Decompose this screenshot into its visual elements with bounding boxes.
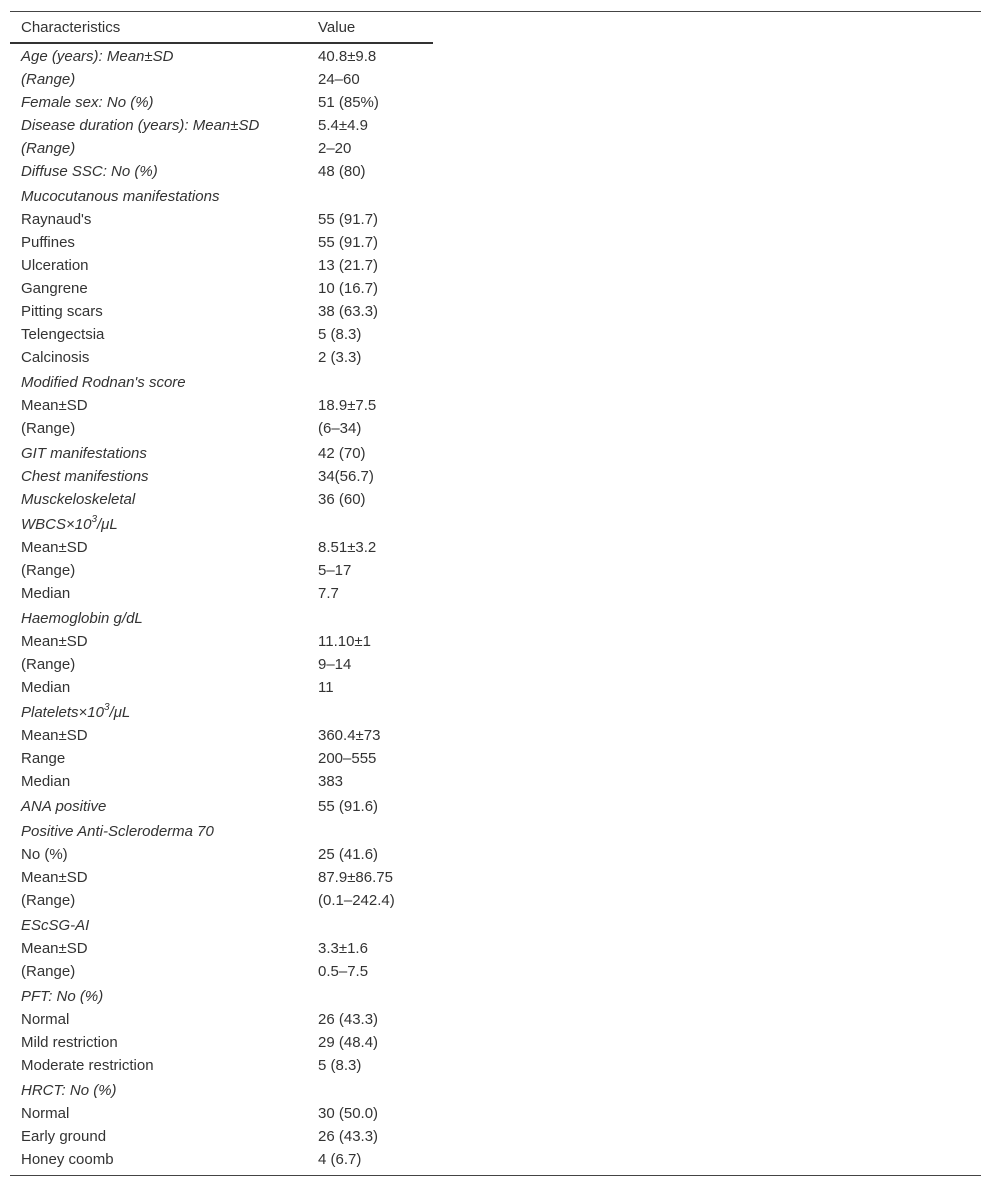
table-row: [10, 1102, 970, 1125]
table-row: [10, 1079, 970, 1102]
row-label-text: Haemoglobin g/dL: [21, 610, 143, 627]
row-label-text: Moderate restriction: [21, 1057, 154, 1074]
table-row: [10, 914, 970, 937]
row-label-text: Range: [21, 750, 66, 767]
row-value: 9–14: [318, 656, 352, 673]
table-row: [10, 747, 970, 770]
row-label-superscript: 3: [91, 514, 98, 525]
row-label-text: Raynaud's: [21, 211, 92, 228]
table-row: [10, 843, 970, 866]
table-row: [10, 701, 970, 724]
row-value: 29 (48.4): [318, 1034, 379, 1051]
table-row: [10, 513, 970, 536]
row-label: [21, 211, 91, 229]
row-value: 11.10±1: [318, 633, 371, 650]
table-row: [10, 724, 970, 747]
row-label: [21, 823, 214, 841]
table-row: [10, 630, 970, 653]
table-row: [10, 300, 970, 323]
table-row: [10, 91, 970, 114]
row-value: 5–17: [318, 562, 352, 579]
row-label-text: Mean±SD: [21, 633, 88, 650]
row-label: [21, 798, 106, 816]
row-label: [21, 585, 70, 603]
row-label: [21, 656, 75, 674]
table-row: [10, 985, 970, 1008]
row-label: [21, 1082, 117, 1100]
table-row: [10, 465, 970, 488]
row-label: [21, 140, 75, 158]
row-label: [21, 445, 147, 463]
row-label-text: Platelets×10: [21, 704, 104, 721]
row-label-text: Honey coomb: [21, 1151, 114, 1168]
table-row: [10, 114, 970, 137]
row-label-text: Modified Rodnan's score: [21, 374, 186, 391]
row-label: [21, 940, 88, 958]
row-label-text: HRCT: No (%): [21, 1082, 117, 1099]
row-label: [21, 892, 75, 910]
row-value: 36 (60): [318, 491, 366, 508]
row-label-text: (Range): [21, 420, 76, 437]
row-value: 5.4±4.9: [318, 117, 368, 134]
row-label-text: Mean±SD: [21, 539, 88, 556]
row-label: [21, 869, 88, 887]
row-value: 40.8±9.8: [318, 48, 377, 65]
row-label-text: (Range): [21, 892, 76, 909]
row-label: [21, 117, 259, 135]
row-value: 8.51±3.2: [318, 539, 377, 556]
row-value: 18.9±7.5: [318, 397, 377, 414]
row-label-text: Median: [21, 585, 71, 602]
row-value: 26 (43.3): [318, 1128, 379, 1145]
table-row: [10, 137, 970, 160]
row-value: 55 (91.7): [318, 234, 379, 251]
table-row: [10, 582, 970, 605]
row-label-text: Median: [21, 773, 71, 790]
row-value: 42 (70): [318, 445, 366, 462]
row-label-text: Positive Anti-Scleroderma 70: [21, 823, 214, 840]
table-row: [10, 371, 970, 394]
row-label-text: Puffines: [21, 234, 75, 251]
table-row: [10, 185, 970, 208]
row-value: (0.1–242.4): [318, 892, 395, 909]
row-value: 2 (3.3): [318, 349, 362, 366]
row-label: [21, 1011, 69, 1029]
row-label: [21, 846, 68, 864]
row-label: [21, 491, 135, 509]
row-value: 383: [318, 773, 344, 790]
row-label: [21, 610, 143, 628]
table-row: [10, 770, 970, 793]
table-row: [10, 254, 970, 277]
row-label: [21, 420, 75, 438]
row-label-text: Mucocutanous manifestations: [21, 188, 220, 205]
row-label-text: Diffuse SSC: No (%): [21, 163, 158, 180]
row-label-text: (Range): [21, 562, 76, 579]
row-label-text: EScSG-AI: [21, 917, 90, 934]
row-label: [21, 988, 103, 1006]
row-label-text: Ulceration: [21, 257, 89, 274]
table-row: [10, 937, 970, 960]
row-value: 11: [318, 679, 334, 696]
row-label: [21, 468, 149, 486]
table-row: [10, 231, 970, 254]
row-label-text: Chest manifestions: [21, 468, 149, 485]
table-row: [10, 607, 970, 630]
row-label: [21, 71, 75, 89]
row-label-text: Mean±SD: [21, 727, 88, 744]
row-label: [21, 94, 154, 112]
row-label: [21, 188, 219, 206]
row-label-text: Age (years): Mean±SD: [21, 48, 174, 65]
row-label: [21, 163, 158, 181]
row-label: [21, 303, 103, 321]
row-value: 360.4±73: [318, 727, 381, 744]
row-label-superscript: 3: [103, 702, 110, 713]
row-label-text: Mean±SD: [21, 869, 88, 886]
characteristics-table: [10, 11, 981, 1176]
row-label: [21, 704, 130, 722]
table-row: [10, 559, 970, 582]
row-label: [21, 1105, 69, 1123]
row-label-text: Normal: [21, 1011, 70, 1028]
table-row: [10, 45, 970, 68]
row-value: 200–555: [318, 750, 377, 767]
row-label-unit: /μL: [109, 704, 131, 721]
row-label-text: Telengectsia: [21, 326, 105, 343]
row-value: 51 (85%): [318, 94, 379, 111]
table-header-row: [10, 12, 433, 44]
table-row: [10, 866, 970, 889]
row-label: [21, 349, 89, 367]
table-row: [10, 488, 970, 511]
row-label-text: Disease duration (years): Mean±SD: [21, 117, 260, 134]
table-row: [10, 346, 970, 369]
table-row: [10, 394, 970, 417]
row-label: [21, 1034, 118, 1052]
row-label-text: Female sex: No (%): [21, 94, 154, 111]
row-label: [21, 257, 89, 275]
table-row: [10, 820, 970, 843]
row-value: 3.3±1.6: [318, 940, 368, 957]
row-value: 0.5–7.5: [318, 963, 369, 980]
row-label: [21, 963, 75, 981]
row-label-text: Musckeloskeletal: [21, 491, 136, 508]
table-row: [10, 442, 970, 465]
row-value: 48 (80): [318, 163, 366, 180]
row-value: 13 (21.7): [318, 257, 379, 274]
table-row: [10, 68, 970, 91]
table-row: [10, 160, 970, 183]
row-label: [21, 727, 88, 745]
row-label-text: Median: [21, 679, 71, 696]
row-label-unit: /μL: [97, 516, 118, 533]
row-value: 38 (63.3): [318, 303, 379, 320]
row-label-text: (Range): [21, 140, 76, 157]
row-value: 5 (8.3): [318, 1057, 362, 1074]
table-row: [10, 536, 970, 559]
row-value: 7.7: [318, 585, 339, 602]
table-row: [10, 889, 970, 912]
row-label-text: Mild restriction: [21, 1034, 118, 1051]
row-value: 87.9±86.75: [318, 869, 393, 886]
row-label-text: Pitting scars: [21, 303, 103, 320]
table-row: [10, 417, 970, 440]
row-label: [21, 633, 88, 651]
row-value: 55 (91.6): [318, 798, 379, 815]
row-label: [21, 374, 186, 392]
row-label-text: GIT manifestations: [21, 445, 147, 462]
row-value: 25 (41.6): [318, 846, 379, 863]
table-row: [10, 1031, 970, 1054]
row-label-text: ANA positive: [21, 798, 107, 815]
row-label-text: WBCS×10: [21, 516, 92, 533]
row-label: [21, 773, 70, 791]
row-label: [21, 750, 65, 768]
row-label: [21, 397, 88, 415]
row-value: 2–20: [318, 140, 352, 157]
row-label: [21, 1128, 106, 1146]
row-label-text: Normal: [21, 1105, 70, 1122]
table-row: [10, 676, 970, 699]
header-value: Value: [318, 19, 356, 36]
row-label-text: Mean±SD: [21, 940, 88, 957]
row-label-text: (Range): [21, 71, 76, 88]
row-label-text: Early ground: [21, 1128, 107, 1145]
row-label-text: (Range): [21, 656, 76, 673]
row-value: 26 (43.3): [318, 1011, 379, 1028]
row-value: 30 (50.0): [318, 1105, 379, 1122]
row-label: [21, 516, 118, 534]
row-value: 34(56.7): [318, 468, 374, 485]
row-label: [21, 234, 75, 252]
row-label-text: (Range): [21, 963, 76, 980]
row-label: [21, 917, 89, 935]
row-value: 10 (16.7): [318, 280, 379, 297]
table-row: [10, 323, 970, 346]
row-label: [21, 48, 173, 66]
row-label-text: Mean±SD: [21, 397, 88, 414]
table-row: [10, 795, 970, 818]
row-label: [21, 326, 104, 344]
table-row: [10, 1148, 970, 1171]
row-value: 4 (6.7): [318, 1151, 362, 1168]
row-label-text: Calcinosis: [21, 349, 90, 366]
row-value: (6–34): [318, 420, 362, 437]
row-value: 55 (91.7): [318, 211, 379, 228]
row-label: [21, 280, 88, 298]
row-value: 24–60: [318, 71, 360, 88]
table-row: [10, 653, 970, 676]
table-row: [10, 1125, 970, 1148]
row-label: [21, 679, 70, 697]
table-row: [10, 960, 970, 983]
row-label: [21, 1151, 114, 1169]
header-characteristics: Characteristics: [21, 19, 121, 36]
table-row: [10, 1054, 970, 1077]
row-label: [21, 562, 75, 580]
row-value: 5 (8.3): [318, 326, 362, 343]
table-row: [10, 208, 970, 231]
table-row: [10, 1008, 970, 1031]
row-label-text: Gangrene: [21, 280, 88, 297]
row-label-text: No (%): [21, 846, 68, 863]
row-label-text: PFT: No (%): [21, 988, 104, 1005]
table-row: [10, 277, 970, 300]
row-label: [21, 539, 88, 557]
row-label: [21, 1057, 154, 1075]
